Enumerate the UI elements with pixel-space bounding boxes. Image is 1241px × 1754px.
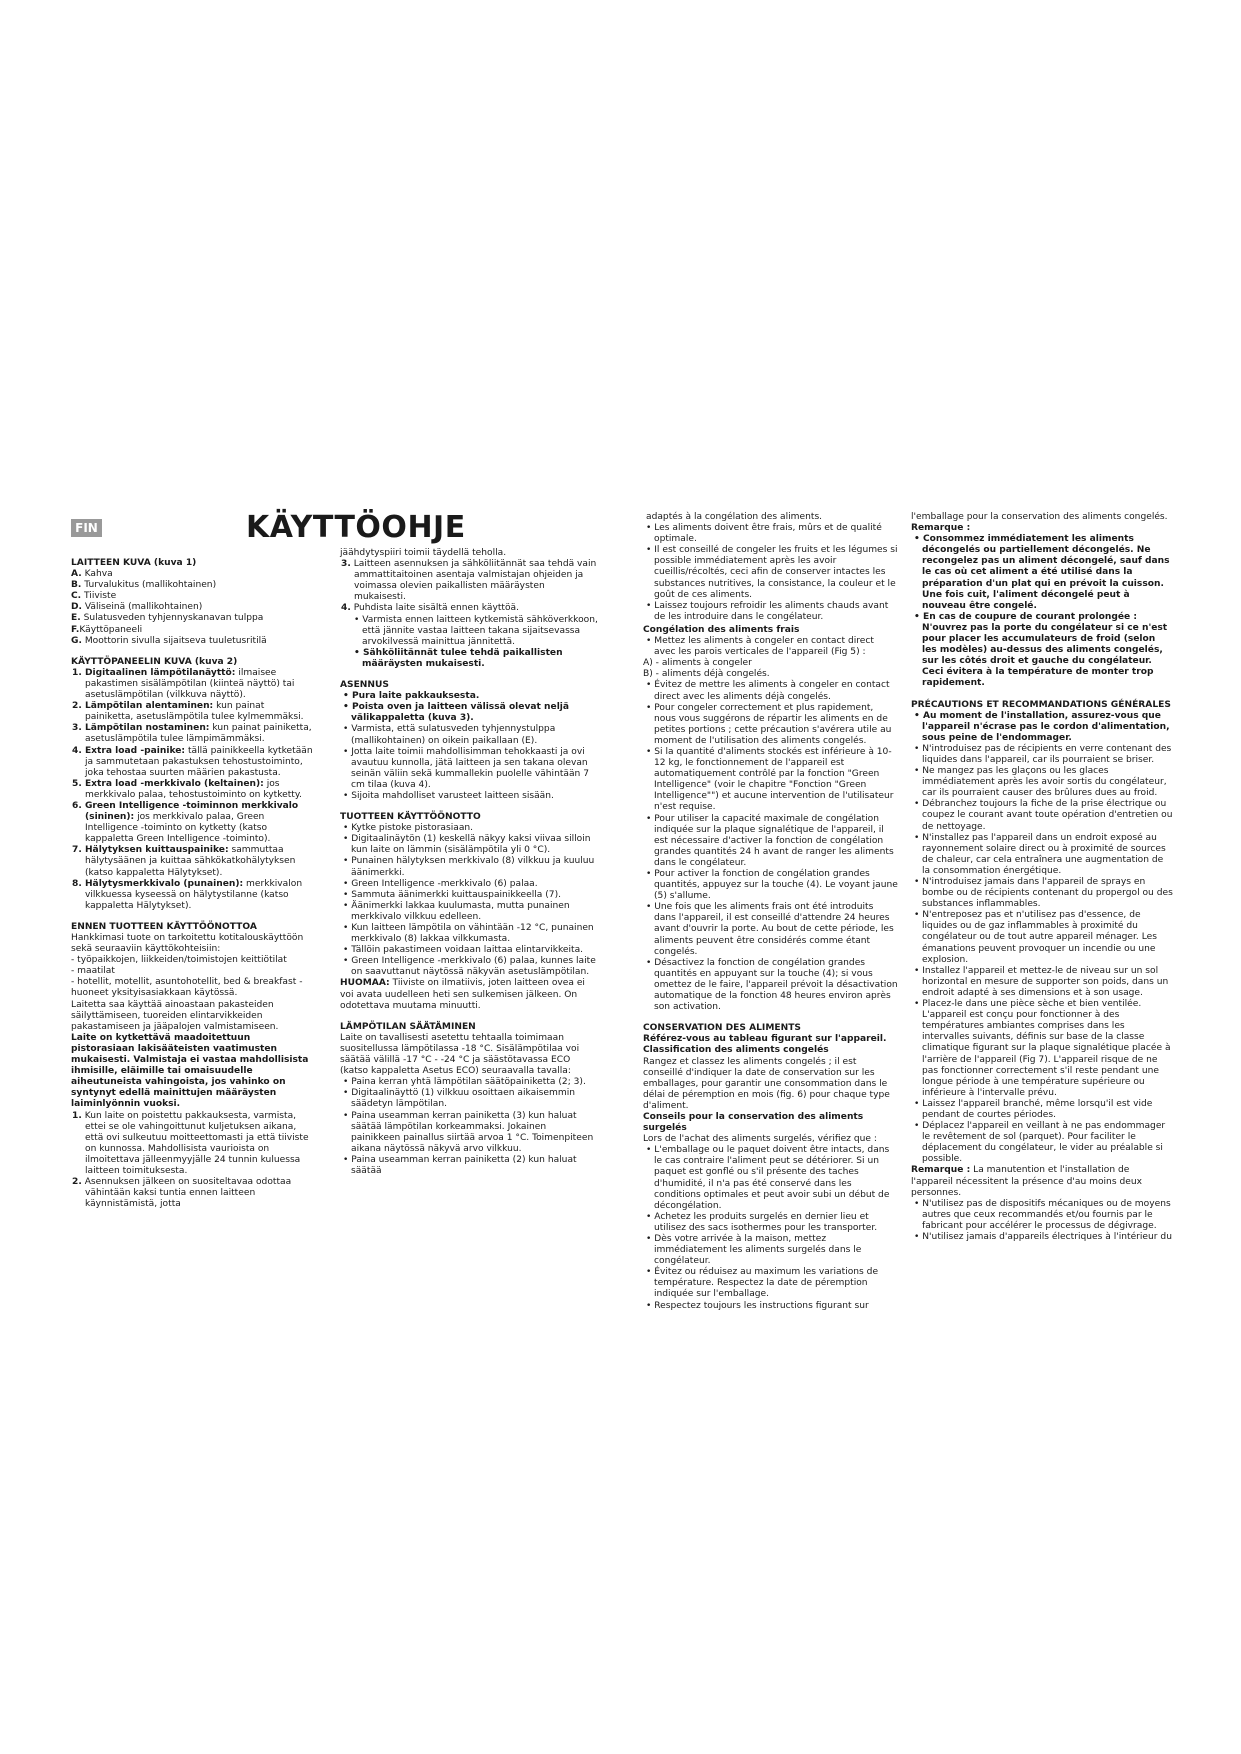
item-text: • N'introduisez pas de récipients en verre contenant des liquides dans l'appareil, car ils pourraient se briser. (914, 743, 1172, 765)
bullet-item (911, 966, 1173, 999)
section-heading (71, 657, 314, 668)
item-label: 4. (341, 603, 351, 614)
item-text: tällä painikkeella kytketään ja sammutetaan pakastuksen tehostustoiminto, joka tehostaa suurten määrien pakastusta. (85, 745, 313, 778)
item-text: • Débranchez toujours la fiche de la prise électrique ou coupez le courant avant toute opération d'entretien ou de nettoyage. (914, 799, 1173, 832)
item-text: • Évitez ou réduisez au maximum les variations de température. Respectez la date de péremption indiquée sur l'emballage. (646, 1267, 879, 1300)
bullet-item (340, 956, 598, 978)
section-heading (911, 700, 1173, 711)
bullet-item (643, 601, 898, 623)
numbered-item (71, 779, 314, 801)
item-label: F. (71, 624, 80, 635)
paragraph (340, 978, 598, 1011)
item-text: Hankkimasi tuote on tarkoitettu kotitalouskäyttöön sekä seuraaviin käyttökohteisiin: (71, 933, 304, 955)
bullet-item (340, 890, 598, 901)
item-text: LÄMPÖTILAN SÄÄTÄMINEN (340, 1021, 476, 1032)
item-text: • Consommez immédiatement les aliments décongelés ou partiellement décongelés. Ne recongelez pas un aliment décongelé, sauf dans le cas où cet aliment a été utilisé dans la préparation d'un plat qui en prévoit la cuisson. Une fois cuit, l'aliment décongelé peut à nouveau être congelé. (914, 534, 1170, 611)
bullet-item (340, 834, 598, 856)
item-text: • Installez l'appareil et mettez-le de niveau sur un sol horizontal en mesure de supporter son poids, dans un endroit adapté à ses dimensions et à son usage. (914, 965, 1169, 998)
section-heading (340, 1022, 598, 1033)
bold-paragraph (71, 1033, 314, 1111)
legend-item (71, 591, 314, 602)
item-label: C. (71, 591, 82, 602)
item-text: • Varmista, että sulatusveden tyhjennystulppa (mallikohtainen) on oikein paikallaan (E). (343, 724, 556, 746)
bullet-item (911, 1121, 1173, 1165)
item-text: Kun laite on poistettu pakkauksesta, varmista, ettei se ole vahingoittunut kuljetuksen aikana, että ovi sulkeutuu moitteettomasti ja että tiiviste on kunnossa. Mahdollisista vaurioista on ilmoitettava jälleenmyyjälle 24 tunnin kuluessa laitteen toimituksesta. (81, 1110, 309, 1176)
subheading (643, 625, 898, 636)
item-text: - maatilat (71, 966, 115, 977)
paragraph (643, 658, 898, 669)
bullet-item (911, 999, 1173, 1099)
numbered-item (71, 723, 314, 745)
item-text: • Jotta laite toimii mahdollisimman tehokkaasti ja ovi avautuu kunnolla, jätä laitteen ja sen takana olevan seinän väliin sekä kummallekin puolelle vähintään 7 cm tilaa (kuva 4). (343, 746, 589, 790)
bullet-item (911, 744, 1173, 766)
item-text: CONSERVATION DES ALIMENTS (643, 1023, 801, 1034)
item-text: • Paina useamman kerran painiketta (3) kun haluat säätää lämpötilan korkeammaksi. Jokainen painikkeen painallus siirtää arvoa 1 °C. Toimenpiteen aikana näytössä näkyvä arvo vilkkuu. (343, 1110, 594, 1154)
bullet-item (911, 877, 1173, 910)
bullet-item (340, 747, 598, 791)
item-text: La manutention et l'installation de l'appareil nécessitent la présence d'au moins deux personnes. (911, 1165, 1142, 1198)
item-text: sammuttaa hälytysäänen ja kuittaa sähkökatkohälytyksen (katso kappaletta Hälytykset). (85, 845, 296, 878)
item-text: • Sammuta äänimerkki kuittauspainikkeella (7). (343, 889, 562, 900)
item-text: • Évitez de mettre les aliments à congeler en contact direct avec les aliments déjà congelés. (646, 680, 890, 702)
item-text: Laitteen asennuksen ja sähköliitännät saa tehdä vain ammattitaitoinen asentaja valmistajan ohjeiden ja voimassa olevien paikallisten määräysten mukaisesti. (350, 559, 597, 603)
item-label: 2. Lämpötilan alentaminen: (72, 701, 214, 712)
column-3 (643, 512, 898, 1312)
item-text: Väliseinä (mallikohtainen) (82, 602, 203, 613)
bullet-item (643, 869, 898, 902)
item-label: 1. Digitaalinen lämpötilanäyttö: (72, 667, 236, 678)
bullet-item (643, 958, 898, 1013)
subheading (643, 1045, 898, 1056)
item-text: Käyttöpaneeli (79, 624, 143, 635)
item-text: kun painat painiketta, asetuslämpötila tulee kylmemmäksi. (85, 701, 304, 723)
bullet-item (340, 1077, 598, 1088)
item-label: 8. Hälytysmerkkivalo (punainen): (72, 878, 244, 889)
paragraph (71, 955, 314, 966)
bullet-item (340, 879, 598, 890)
item-text: Référez-vous au tableau figurant sur l'appareil. (643, 1034, 887, 1045)
column-4 (911, 512, 1173, 1243)
item-text: Sulatusveden tyhjennyskanavan tulppa (80, 613, 264, 624)
item-text: jäähdytyspiiri toimii täydellä teholla. (340, 548, 507, 558)
item-text: • Paina kerran yhtä lämpötilan säätöpainiketta (2; 3). (343, 1077, 586, 1088)
item-text: • Une fois que les aliments frais ont été introduits dans l'appareil, il est conseillé d'attendre 24 heures avant d'ouvrir la porte. Au bout de cette période, les aliments peuvent être considérés comme étant congelés. (646, 902, 894, 957)
bullet-item (643, 814, 898, 869)
item-text: A) - aliments à congeler (643, 658, 752, 669)
bullet-item (911, 612, 1173, 690)
item-text: • Au moment de l'installation, assurez-vous que l'appareil n'écrase pas le cordon d'alimentation, sous peine de l'endommager. (914, 710, 1170, 743)
item-text: • Si la quantité d'aliments stockés est inférieure à 10-12 kg, le fonctionnement de l'appareil est automatiquement contrôlé par la fonction "Green Intelligence" (voir le chapitre "Fonction "Green Intelligence"") et aucune intervention de l'utilisateur n'est requise. (646, 746, 894, 813)
item-text: • Il est conseillé de congeler les fruits et les légumes si possible immédiatement après les avoir cueillis/récoltés, ceci afin de conserver intactes les substances nutritives, la consistance, la couleur et le goût de ces aliments. (646, 545, 898, 600)
item-text: Laite on tavallisesti asetettu tehtaalla toimimaan suositellussa lämpötilassa -18 °C. Sisälämpötilaa voi säätää välillä -17 °C - -24 °C ja säästötavassa ECO (katso kappaletta Asetus ECO) seuraavalla tavalla: (340, 1032, 580, 1077)
item-text: l'emballage pour la conservation des aliments congelés. (911, 512, 1168, 522)
item-label: 3. Lämpötilan nostaminen: (72, 723, 210, 734)
item-text: ilmaisee pakastimen sisälämpötilan (kiinteä näyttö) tai asetuslämpötilan (vilkkuva näyttö). (85, 667, 295, 701)
paragraph (643, 669, 898, 680)
item-text: • Pura laite pakkauksesta. (343, 691, 480, 702)
paragraph (340, 548, 598, 559)
bullet-item (340, 1111, 598, 1155)
paragraph (643, 1057, 898, 1112)
item-label: G. (71, 635, 82, 646)
numbered-item (71, 1111, 314, 1178)
item-text: • Pour activer la fonction de congélation grandes quantités, appuyez sur la touche (4). Le voyant jaune (5) s'allume. (646, 869, 898, 902)
bullet-item (643, 902, 898, 957)
item-text: • Pour utiliser la capacité maximale de congélation indiquée sur la plaque signalétique de l'appareil, il est nécessaire d'activer la fonction de congélation grandes quantités 24 h avant de ranger les aliments dans le congélateur. (646, 813, 894, 868)
item-text: • Green Intelligence -merkkivalo (6) palaa. (343, 878, 538, 889)
bullet-item (911, 1099, 1173, 1121)
bullet-item (340, 823, 598, 834)
bullet-item (643, 512, 898, 523)
bullet-item (911, 711, 1173, 744)
section-heading (340, 680, 598, 691)
numbered-item (340, 559, 598, 603)
bullet-item (911, 910, 1173, 965)
item-text: Congélation des aliments frais (643, 624, 800, 635)
item-text: Moottorin sivulla sijaitseva tuuletusritilä (81, 635, 267, 646)
bullet-item (911, 1199, 1173, 1232)
bullet-item (911, 534, 1173, 612)
item-label: 4. Extra load -painike: (72, 745, 186, 756)
item-text: - työpaikkojen, liikkeiden/toimistojen keittiötilat (71, 955, 287, 966)
bullet-item (643, 1145, 898, 1212)
item-text: • Digitaalinäyttö (1) vilkkuu osoittaen aikaisemmin säädetyn lämpötilan. (343, 1088, 576, 1110)
bullet-item (911, 766, 1173, 799)
paragraph (71, 966, 314, 977)
item-text: • Äänimerkki lakkaa kuulumasta, mutta punainen merkkivalo vilkkuu edelleen. (343, 900, 570, 922)
item-text: Puhdista laite sisältä ennen käyttöä. (350, 603, 519, 614)
item-text: - hotellit, motellit, asuntohotellit, bed & breakfast -huoneet yksityisasiakkaan käytössä. (71, 977, 303, 999)
bullet-item (911, 1232, 1173, 1243)
item-text: kun painat painiketta, asetuslämpötila tulee lämpimämmäksi. (85, 723, 312, 745)
section-heading (643, 1023, 898, 1034)
numbered-item (71, 1177, 314, 1210)
item-label: 7. Hälytyksen kuittauspainike: (72, 845, 229, 856)
legend-item (71, 636, 314, 647)
item-text: • Placez-le dans une pièce sèche et bien ventilée. L'appareil est conçu pour fonctionner à des températures ambiantes comprises dans les intervalles suivants, définis sur base de la classe climatique figurant sur la plaque signalétique placée à l'arrière de l'appareil (Fig 7). L'appareil risque de ne pas fonctionner correctement s'il reste pendant une longue période à une température supérieure ou inférieure à l'intervalle prévu. (914, 999, 1171, 1098)
item-text: Lors de l'achat des aliments surgelés, vérifiez que : (643, 1134, 877, 1145)
bullet-item (340, 702, 598, 724)
legend-item (71, 625, 314, 636)
item-text: • Laissez l'appareil branché, même lorsqu'il est vide pendant de courtes périodes. (914, 1098, 1153, 1120)
bullet-item (340, 691, 598, 702)
item-text: • Paina useamman kerran painiketta (2) kun haluat säätää (343, 1154, 577, 1176)
item-text: TUOTTEEN KÄYTTÖÖNOTTO (340, 812, 481, 823)
bullet-item (643, 680, 898, 702)
item-text: Conseils pour la conservation des aliments surgelés (643, 1111, 864, 1134)
item-label: A. (71, 569, 82, 580)
item-text: • N'installez pas l'appareil dans un endroit exposé au rayonnement solaire direct ou à proximité de sources de chaleur, car cela entraînera une augmentation de la consommation énergétique. (914, 832, 1166, 876)
legend-item (71, 569, 314, 580)
item-text: • En cas de coupure de courant prolongée : N'ouvrez pas la porte du congélateur si ce n'est pour placer les accumulateurs de froid (selon les modèles) au-dessus des aliments congelés, sur les côtés droit et gauche du congélateur. Ceci évitera à la température de monter trop rapidement. (914, 611, 1168, 689)
bullet-item (643, 1212, 898, 1234)
paragraph (340, 1033, 598, 1077)
item-text: • Laissez toujours refroidir les aliments chauds avant de les introduire dans le congélateur. (646, 600, 889, 622)
subheading (911, 523, 1173, 534)
item-text: • L'emballage ou le paquet doivent être intacts, dans le cas contraire l'aliment peut se détériorer. Si un paquet est gonflé ou s'il présente des taches d'humidité, il n'a pas été conservé dans les conditions optimales et peut avoir subi un début de décongélation. (646, 1145, 890, 1211)
item-text: ASENNUS (340, 680, 389, 691)
item-label: B. (71, 580, 82, 591)
item-label: D. (71, 602, 83, 613)
bullet-item (643, 1234, 898, 1267)
paragraph (71, 1000, 314, 1033)
legend-item (71, 580, 314, 591)
numbered-item (71, 746, 314, 779)
item-label: 6. Green Intelligence -toiminnon merkkivalo (sininen): (72, 800, 299, 823)
item-text: • N'introduisez jamais dans l'appareil de sprays en bombe ou de récipients contenant du propergol ou des substances inflammables. (914, 877, 1173, 910)
paragraph (71, 933, 314, 955)
bullet-item (911, 833, 1173, 877)
subheading (643, 1112, 898, 1134)
item-text: • Green Intelligence -merkkivalo (6) palaa, kunnes laite on saavuttanut näytössä näkyvän asetuslämpötilan. (343, 956, 596, 978)
bullet-item (643, 636, 898, 658)
bullet-item (340, 791, 598, 802)
bullet-item (643, 747, 898, 814)
item-text: jos merkkivalo palaa, tehostustoiminto on kytketty. (85, 778, 302, 800)
numbered-item (71, 801, 314, 845)
bullet-item (643, 1267, 898, 1300)
item-text: • Digitaalinäytön (1) keskellä näkyy kaksi viivaa silloin kun laite on lämmin (sisälämpötila yli 0 °C). (343, 834, 591, 856)
item-label: E. (71, 613, 81, 624)
item-text: • N'utilisez pas de dispositifs mécaniques ou de moyens autres que ceux recommandés et/ou fournis par le fabricant pour accélérer le processus de dégivrage. (914, 1198, 1171, 1231)
item-text: • N'utilisez jamais d'appareils électriques à l'intérieur du (914, 1232, 1172, 1242)
item-text: • Pour congeler correctement et plus rapidement, nous vous suggérons de répartir les aliments en de petites portions ; cette précaution s'avérera utile au moment de l'utilisation des aliments congelés. (646, 702, 892, 746)
bullet-item (340, 945, 598, 956)
item-label: 1. (72, 1110, 82, 1121)
item-text: KÄYTTÖPANEELIN KUVA (kuva 2) (71, 656, 238, 667)
bullet-item (340, 724, 598, 746)
item-text: Laite on kytkettävä maadoitettuun pistorasiaan lakisääteisten vaatimusten mukaisesti. Valmistaja ei vastaa mahdollisista ihmisille, eläimille tai omaisuudelle aiheutuneista vahingoista, jos vahinko on syntynyt edellä mainittujen määräysten laiminlyönnin vuoksi. (71, 1032, 309, 1110)
item-text: • Désactivez la fonction de congélation grandes quantités en appuyant sur la touche (4); si vous omettez de le faire, l'appareil prévoit la désactivation automatique de la fonction 48 heures environ après son activation. (646, 957, 898, 1013)
legend-item (71, 602, 314, 613)
paragraph (71, 977, 314, 999)
bullet-item (911, 799, 1173, 832)
paragraph (911, 512, 1173, 523)
section-heading (340, 812, 598, 823)
item-text: Classification des aliments congelés (643, 1045, 829, 1056)
item-text: jos merkkivalo palaa, Green Intelligence -toiminto on kytketty (katso kappaletta Green Intelligence -toiminto). (85, 812, 271, 845)
numbered-item (71, 668, 314, 701)
paragraph (643, 1134, 898, 1145)
numbered-item (71, 845, 314, 878)
item-text: • Sähköliitännät tulee tehdä paikallisten määräysten mukaisesti. (354, 647, 563, 669)
item-text: • Kytke pistoke pistorasiaan. (343, 823, 474, 834)
item-text: • Déplacez l'appareil en veillant à ne pas endommager le revêtement de sol (parquet). Pour faciliter le déplacement du congélateur, le vider au préalable si possible. (914, 1121, 1166, 1165)
item-text: Tiiviste (81, 591, 117, 602)
numbered-item (71, 879, 314, 912)
section-heading (71, 922, 314, 933)
item-text: • Sijoita mahdolliset varusteet laitteen sisään. (343, 790, 554, 801)
item-text: Laitetta saa käyttää ainoastaan pakasteiden säilyttämiseen, tuoreiden elintarvikkeiden pakastamiseen ja jääpalojen valmistamiseen. (71, 999, 279, 1032)
numbered-item (340, 603, 598, 614)
item-label: 2. (72, 1177, 82, 1188)
bullet-item (340, 1088, 598, 1110)
item-text: ENNEN TUOTTEEN KÄYTTÖÖNOTTOA (71, 921, 257, 932)
bullet-item (643, 1301, 898, 1312)
item-text: Remarque : (911, 523, 971, 534)
item-text: LAITTEEN KUVA (kuva 1) (71, 558, 197, 568)
item-text: • Les aliments doivent être frais, mûrs et de qualité optimale. (646, 523, 882, 545)
bullet-item (340, 923, 598, 945)
item-text: • Punainen hälytyksen merkkivalo (8) vilkkuu ja kuuluu äänimerkki. (343, 856, 595, 878)
item-text: • Ne mangez pas les glaçons ou les glaces immédiatement après les avoir sortis du congélateur, car ils pourraient causer des brûlures dues au froid. (914, 766, 1167, 799)
item-text: Tiiviste on ilmatiivis, joten laitteen ovea ei voi avata uudelleen heti sen sulkemisen jälkeen. On odotettava muutama minuutti. (340, 978, 585, 1011)
section-heading (71, 558, 314, 569)
item-text: Kahva (81, 569, 113, 580)
item-text: • Kun laitteen lämpötila on vähintään -12 °C, punainen merkkivalo (8) lakkaa vilkkumasta. (343, 923, 594, 945)
column-2 (340, 548, 598, 1177)
numbered-item (71, 701, 314, 723)
language-tab: FIN (71, 519, 102, 537)
item-text: adaptés à la congélation des aliments. (646, 512, 823, 522)
item-text: • Mettez les aliments à congeler en contact direct avec les parois verticales de l'appareil (Fig 5) : (646, 636, 874, 658)
bullet-item (340, 1155, 598, 1177)
item-label: 5. Extra load -merkkivalo (keltainen): (72, 778, 264, 789)
item-text: merkkivalon vilkkuessa kyseessä on hälytystilanne (katso kappaletta Hälytykset). (85, 878, 303, 911)
legend-item (71, 613, 314, 624)
item-text: Asennuksen jälkeen on suositeltavaa odottaa vähintään kaksi tuntia ennen laitteen käynnistämistä, jotta (81, 1177, 292, 1210)
item-text: • Dès votre arrivée à la maison, mettez immédiatement les aliments surgelés dans le congélateur. (646, 1234, 862, 1267)
item-text: • Poista oven ja laitteen välissä olevat neljä välikappaletta (kuva 3). (343, 702, 570, 724)
bullet-item (643, 703, 898, 747)
item-text: • Respectez toujours les instructions figurant sur (646, 1300, 869, 1311)
item-text: • Varmista ennen laitteen kytkemistä sähköverkkoon, että jännite vastaa laitteen takana sijaitsevassa arvokilvessä mainittua jännitettä. (354, 614, 598, 647)
item-label: Remarque : (911, 1165, 971, 1176)
item-text: PRÉCAUTIONS ET RECOMMANDATIONS GÉNÉRALES (911, 699, 1171, 710)
item-label: HUOMAA: (340, 978, 390, 989)
bullet-item (340, 856, 598, 878)
subheading (643, 1034, 898, 1045)
bullet-item (340, 615, 598, 648)
item-text: B) - aliments déjà congelés. (643, 669, 770, 680)
paragraph (911, 1165, 1173, 1198)
column-1 (71, 548, 314, 1210)
item-text: • Tällöin pakastimeen voidaan laittaa elintarvikkeita. (343, 945, 584, 956)
bullet-item (643, 545, 898, 600)
item-text: Turvalukitus (mallikohtainen) (81, 580, 217, 591)
item-label: 3. (341, 559, 351, 570)
item-text: • N'entreposez pas et n'utilisez pas d'essence, de liquides ou de gaz inflammables à proximité du congélateur ou de tout autre appareil ménager. Les émanations peuvent provoquer un incendie ou une explosion. (914, 910, 1157, 965)
bullet-item (340, 901, 598, 923)
item-text: Rangez et classez les aliments congelés ; il est conseillé d'indiquer la date de conservation sur les emballages, pour garantir une consommation dans le délai de péremption en mois (fig. 6) pour chaque type d'aliment. (643, 1056, 890, 1111)
item-text: • Achetez les produits surgelés en dernier lieu et utilisez des sacs isothermes pour les transporter. (646, 1211, 878, 1233)
page-title: KÄYTTÖOHJE (246, 510, 466, 545)
bullet-item (340, 648, 598, 670)
bullet-item (643, 523, 898, 545)
